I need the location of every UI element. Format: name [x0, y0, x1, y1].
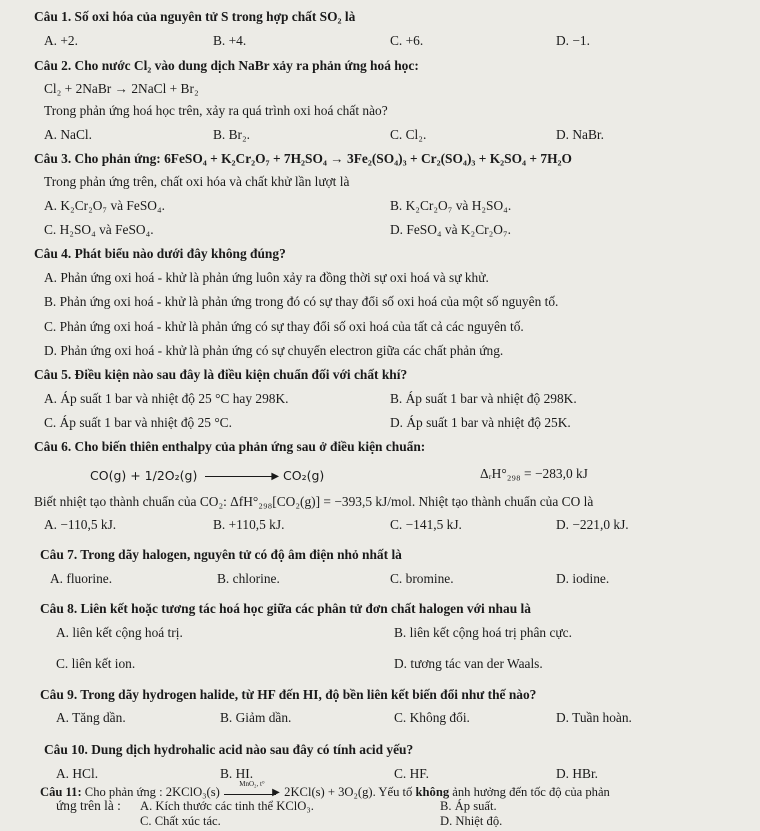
- q6-option-b: B. +110,5 kJ.: [213, 517, 285, 532]
- q2-option-b: B. Br₂.: [213, 127, 251, 142]
- q4-option-b: B. Phản ứng oxi hoá - khử là phản ứng trong đó có sự thay đổi số oxi hoá của một số nguyên tố.: [44, 294, 559, 309]
- q3-stem: Câu 3. Cho phản ứng: 6FeSO₄ + K₂Cr₂O₇ + 7H₂SO₄ → 3Fe₂(SO₄)₃ + Cr₂(SO₄)₃ + K₂SO₄ + 7H₂O: [34, 151, 572, 166]
- q1-stem: Câu 1. Số oxi hóa của nguyên tử S trong hợp chất SO₂ là: [34, 9, 356, 24]
- arrow-head-icon: ▶: [272, 787, 280, 799]
- q5-option-a: A. Áp suất 1 bar và nhiệt độ 25 °C hay 298K.: [44, 391, 289, 406]
- q11-option-d: D. Nhiệt độ.: [440, 814, 503, 828]
- q8-option-c: C. liên kết ion.: [56, 656, 136, 671]
- q10-option-c: C. HF.: [394, 766, 430, 781]
- q11-bold: không: [415, 785, 450, 799]
- q5-option-d: D. Áp suất 1 bar và nhiệt độ 25K.: [390, 415, 571, 430]
- q3-option-c: C. H₂SO₄ và FeSO₄.: [44, 222, 154, 237]
- q7-option-c: C. bromine.: [390, 571, 454, 586]
- q5-stem: Câu 5. Điều kiện nào sau đây là điều kiện chuẩn đối với chất khí?: [34, 367, 408, 382]
- q7-option-a: A. fluorine.: [50, 571, 113, 586]
- q8-option-a: A. liên kết cộng hoá trị.: [56, 625, 183, 640]
- q1-option-d: D. −1.: [556, 33, 590, 48]
- q11-line2: ứng trên là :: [56, 798, 121, 813]
- q6-eq-left: CO(g) + 1/2O₂(g): [90, 468, 198, 483]
- q9-stem: Câu 9. Trong dãy hydrogen halide, từ HF đến HI, độ bền liên kết biến đổi như thế nào?: [40, 687, 537, 702]
- q4-option-a: A. Phản ứng oxi hoá - khử là phản ứng luôn xảy ra đồng thời sự oxi hoá và sự khử.: [44, 270, 489, 285]
- q2-option-d: D. NaBr.: [556, 127, 604, 142]
- q11-tail: ảnh hưởng đến tốc độ của phản: [449, 785, 610, 799]
- q2-stem: Câu 2. Cho nước Cl₂ vào dung dịch NaBr xảy ra phản ứng hoá học:: [34, 58, 419, 73]
- q6-arrow: [205, 476, 275, 477]
- q4-stem-bold: không: [210, 246, 247, 261]
- q9-option-b: B. Giảm dần.: [220, 710, 292, 725]
- arrow-head-icon: ▶: [271, 470, 280, 482]
- q11-arrow-label: MnO₂, t°: [239, 780, 265, 788]
- q9-option-d: D. Tuần hoàn.: [556, 710, 632, 725]
- q4-stem-post: đúng?: [246, 246, 286, 261]
- q11-pre: Cho phản ứng : 2KClO₃(s): [81, 785, 220, 799]
- q4-stem: [34, 246, 286, 262]
- q6-text: Biết nhiệt tạo thành chuẩn của CO₂: ΔfH°₂₉₈[CO₂(g)] = −393,5 kJ/mol. Nhiệt tạo thành chuẩn của CO là: [34, 494, 594, 509]
- q1-option-b: B. +4.: [213, 33, 247, 48]
- q8-option-d: D. tương tác van der Waals.: [394, 656, 543, 671]
- q7-option-b: B. chlorine.: [217, 571, 280, 586]
- q11-option-a: A. Kích thước các tinh thể KClO₃.: [140, 799, 314, 813]
- q11-stem: [40, 780, 610, 801]
- q6-equation: [90, 468, 324, 485]
- q1-option-a: A. +2.: [44, 33, 78, 48]
- q11-option-b: B. Áp suất.: [440, 799, 497, 813]
- q10-option-b: B. HI.: [220, 766, 254, 781]
- q11-label: Câu 11:: [40, 785, 82, 799]
- q6-option-d: D. −221,0 kJ.: [556, 517, 629, 532]
- q3-option-b: B. K₂Cr₂O₇ và H₂SO₄.: [390, 198, 512, 213]
- q4-option-d: D. Phản ứng oxi hoá - khử là phản ứng có sự chuyển electron giữa các chất phản ứng.: [44, 343, 504, 358]
- q6-eq-right: CO₂(g): [283, 468, 325, 483]
- q6-enthalpy: ΔᵣH°₂₉₈ = −283,0 kJ: [480, 466, 588, 481]
- q2-text: Trong phản ứng hoá học trên, xảy ra quá trình oxi hoá chất nào?: [44, 103, 388, 118]
- q2-equation: Cl₂ + 2NaBr → 2NaCl + Br₂: [44, 81, 199, 96]
- q9-option-a: A. Tăng dần.: [56, 710, 126, 725]
- q2-option-c: C. Cl₂.: [390, 127, 427, 142]
- q5-option-b: B. Áp suất 1 bar và nhiệt độ 298K.: [390, 391, 577, 406]
- q7-option-d: D. iodine.: [556, 571, 610, 586]
- q3-option-d: D. FeSO₄ và K₂Cr₂O₇.: [390, 222, 511, 237]
- q10-stem: Câu 10. Dung dịch hydrohalic acid nào sau đây có tính acid yếu?: [44, 742, 414, 757]
- q8-option-b: B. liên kết cộng hoá trị phân cực.: [394, 625, 572, 640]
- q11-option-c: C. Chất xúc tác.: [140, 814, 221, 828]
- q2-option-a: A. NaCl.: [44, 127, 92, 142]
- q9-option-c: C. Không đổi.: [394, 710, 470, 725]
- q11-post: 2KCl(s) + 3O₂(g). Yếu tố: [284, 785, 416, 799]
- q3-text: Trong phản ứng trên, chất oxi hóa và chất khử lần lượt là: [44, 174, 350, 189]
- q4-stem-pre: Phát biểu nào dưới đây: [71, 246, 211, 261]
- q6-option-c: C. −141,5 kJ.: [390, 517, 462, 532]
- q3-option-a: A. K₂Cr₂O₇ và FeSO₄.: [44, 198, 165, 213]
- q6-stem: Câu 6. Cho biến thiên enthalpy của phản ứng sau ở điều kiện chuẩn:: [34, 439, 426, 454]
- q8-stem: Câu 8. Liên kết hoặc tương tác hoá học giữa các phân tử đơn chất halogen với nhau là: [40, 601, 531, 616]
- q6-option-a: A. −110,5 kJ.: [44, 517, 117, 532]
- q10-option-d: D. HBr.: [556, 766, 599, 781]
- q4-option-c: C. Phản ứng oxi hoá - khử là phản ứng có sự thay đổi số oxi hoá của tất cả các nguyên tố.: [44, 319, 524, 334]
- q1-option-c: C. +6.: [390, 33, 424, 48]
- q4-label: Câu 4.: [34, 246, 72, 261]
- q10-option-a: A. HCl.: [56, 766, 99, 781]
- q7-stem: Câu 7. Trong dãy halogen, nguyên tử có độ âm điện nhỏ nhất là: [40, 547, 402, 562]
- q5-option-c: C. Áp suất 1 bar và nhiệt độ 25 °C.: [44, 415, 232, 430]
